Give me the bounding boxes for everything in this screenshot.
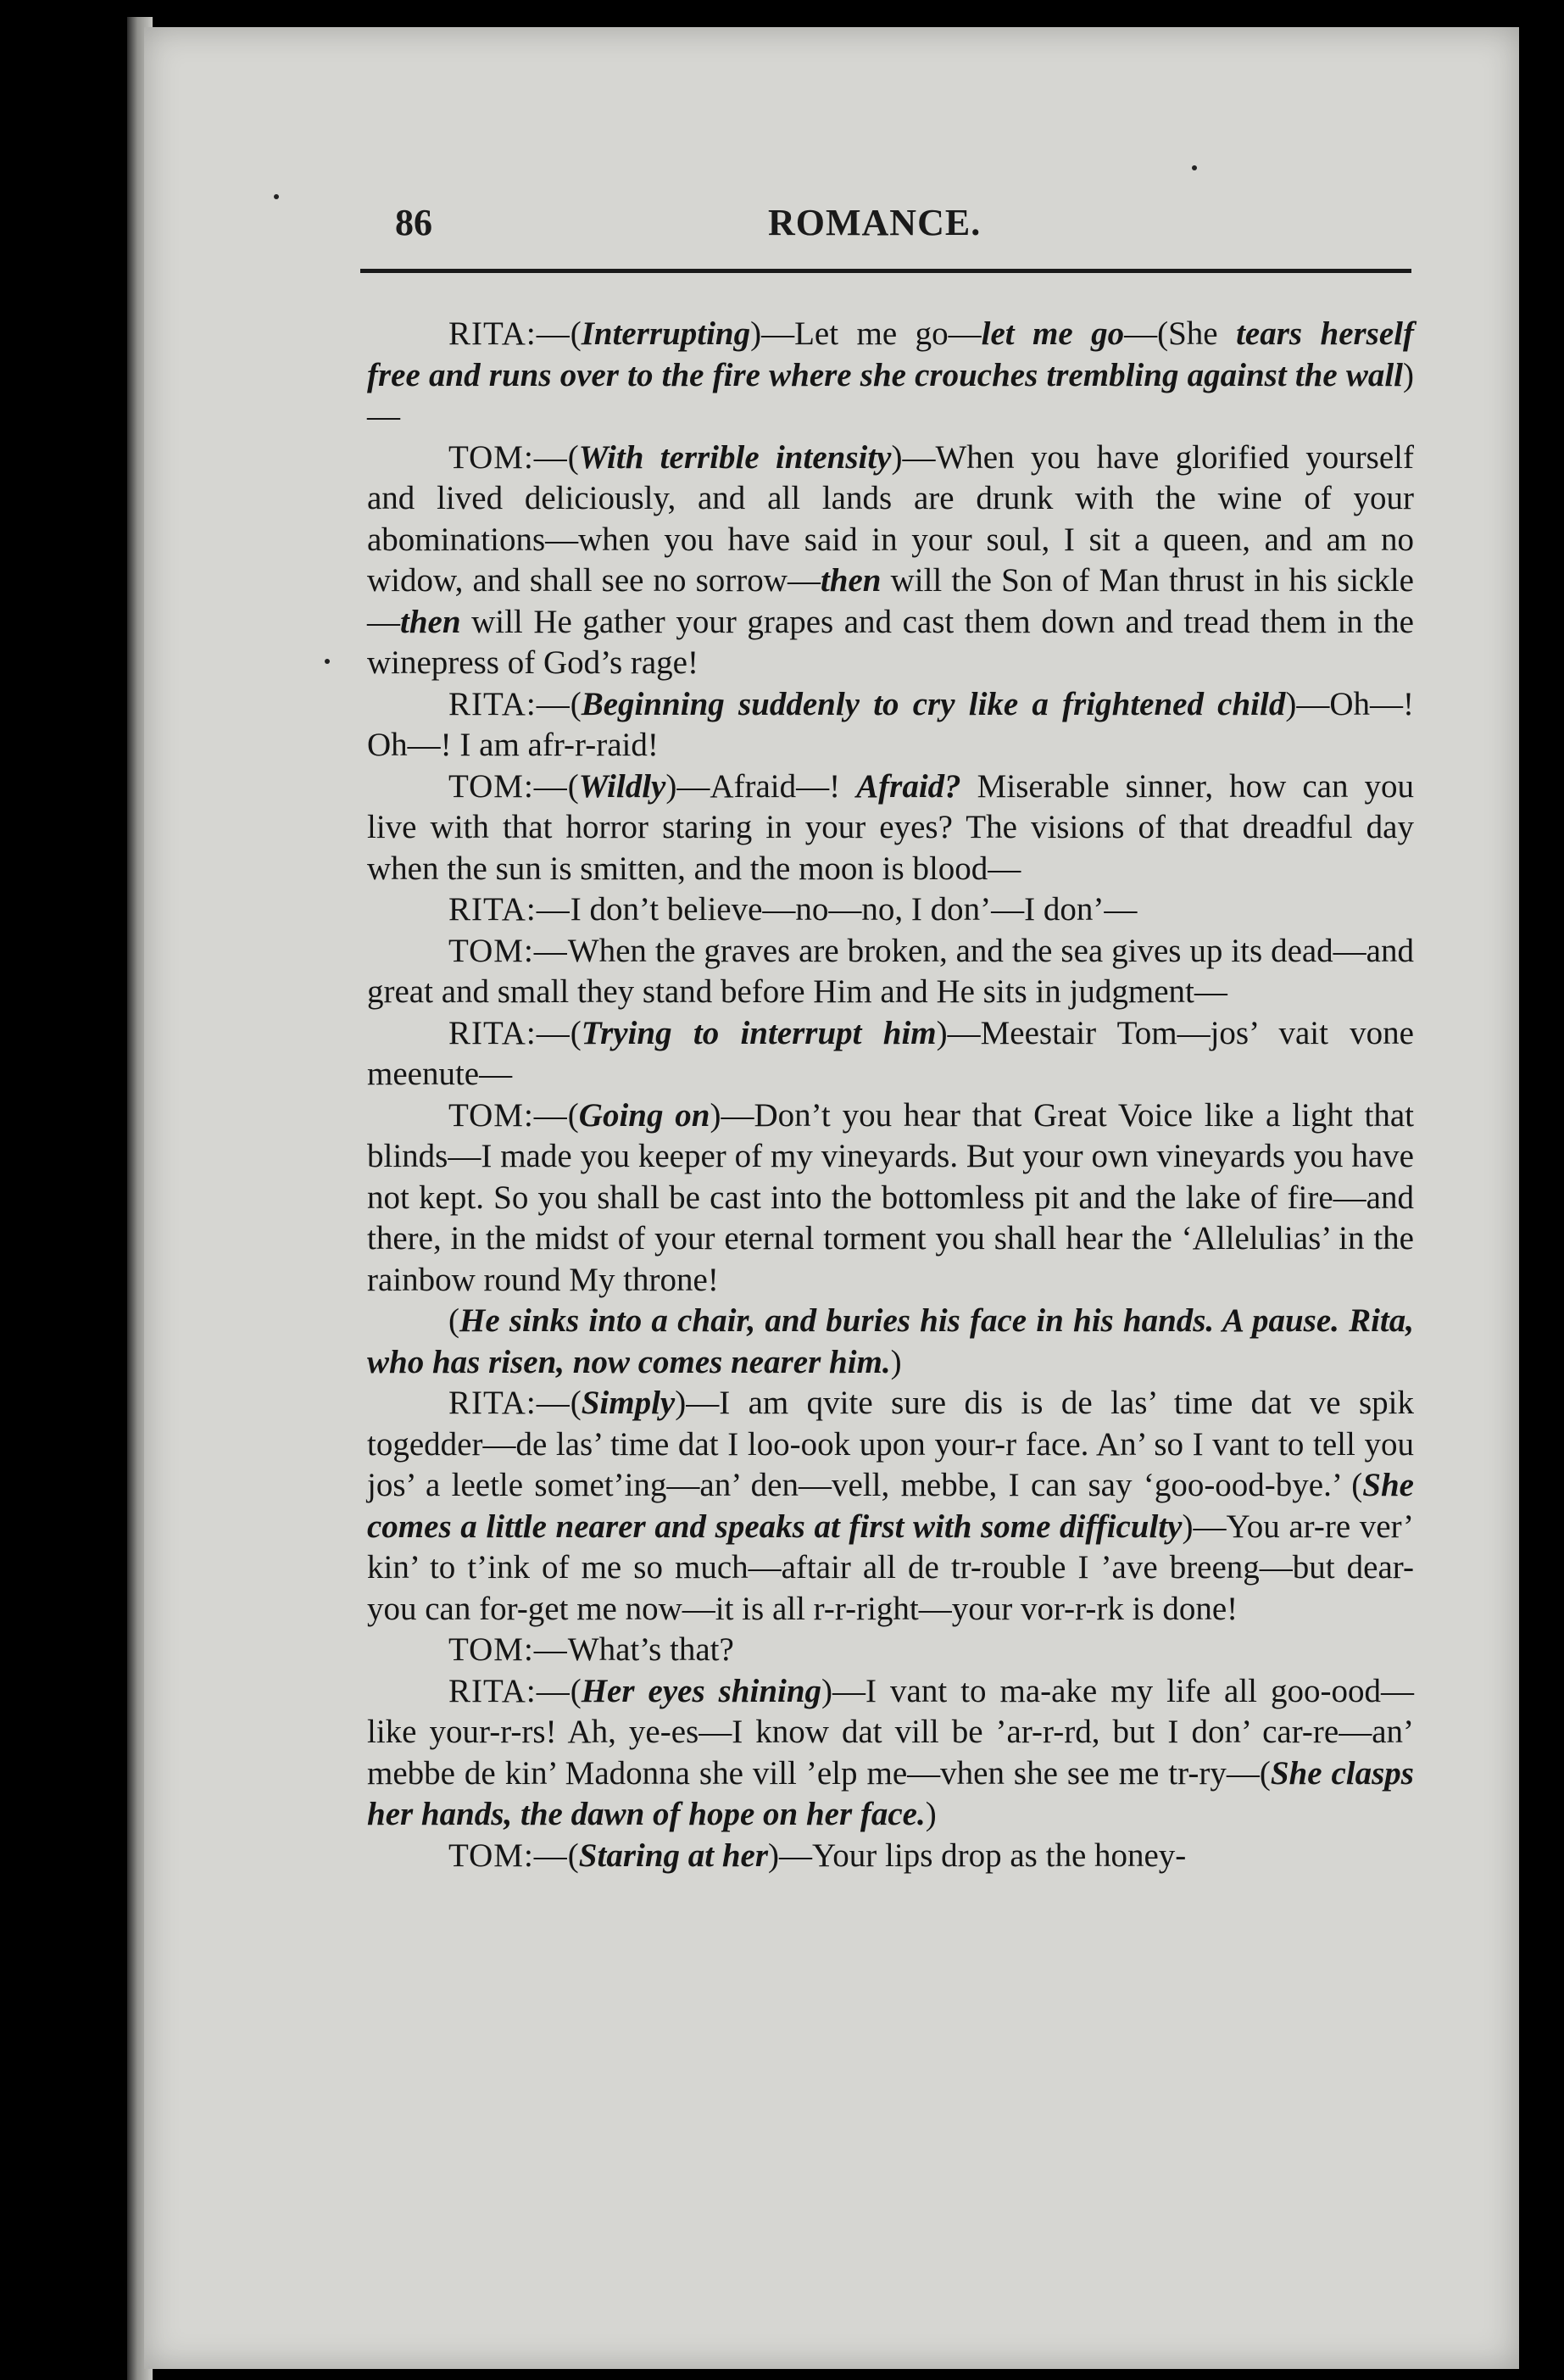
speaker-name: TOM:— bbox=[448, 932, 568, 969]
dialogue-text: )—Don’t you hear that Great Voice like a light that blinds—I made you keeper of my vineyards. But your own vineyards you have not kept. So you shall be cast into the bottomless pit and the lake of fire—and there, in the midst of your eternal torment you shall hear the ‘Allelulias’ in the rainbow round My throne! bbox=[367, 1096, 1414, 1298]
stage-direction: Staring at her bbox=[578, 1837, 769, 1874]
dialogue-text: will He gather your grapes and cast them down and tread them in the winepress of God’s rage! bbox=[367, 603, 1414, 681]
stage-direction: Trying to interrupt him bbox=[581, 1014, 937, 1051]
stage-direction: then bbox=[820, 562, 882, 599]
dialogue-text: )—I vant to ma-ake my life all goo-ood—like your-r-rs! Ah, ye-es—I know dat vill be ’ar-r-rd, but I don’ car-re—an’ mebbe de kin’ Madonna she vill ’elp me—vhen she see me tr-ry—( bbox=[367, 1672, 1414, 1792]
header-rule bbox=[360, 269, 1411, 273]
dialogue-paragraph bbox=[367, 1630, 1414, 1671]
page-number: 86 bbox=[395, 202, 432, 243]
dialogue-paragraph bbox=[367, 1671, 1414, 1836]
print-speck bbox=[1192, 165, 1197, 170]
play-text bbox=[367, 314, 1414, 1876]
running-head: ROMANCE. bbox=[768, 202, 982, 243]
speaker-name: RITA:— bbox=[448, 1014, 570, 1051]
stage-direction: Interrupting bbox=[581, 315, 751, 352]
speaker-name: RITA:— bbox=[448, 315, 570, 352]
dialogue-text: ( bbox=[567, 438, 579, 476]
stage-direction: With terrible intensity bbox=[578, 438, 892, 476]
dialogue-paragraph bbox=[367, 1095, 1414, 1301]
dialogue-text: will the Son of Man thrust in his sickle— bbox=[367, 562, 1414, 640]
dialogue-paragraph bbox=[367, 684, 1414, 766]
speaker-name: TOM:— bbox=[448, 767, 568, 805]
speaker-name: RITA:— bbox=[448, 685, 570, 722]
stage-direction: Beginning suddenly to cry like a frightened child bbox=[581, 685, 1286, 722]
speaker-name: RITA:— bbox=[448, 1385, 570, 1421]
dialogue-paragraph bbox=[367, 931, 1414, 1013]
stage-direction: tears herself free and runs over to the fire where she crouches trembling against the wall bbox=[367, 315, 1414, 393]
speaker-name: RITA:— bbox=[448, 1672, 570, 1709]
stage-direction: He sinks into a chair, and buries his face in his hands. A pause. Rita, who has risen, now comes nearer him. bbox=[367, 1302, 1414, 1380]
stage-direction: Going on bbox=[578, 1096, 710, 1134]
stage-direction: Her eyes shining bbox=[581, 1672, 822, 1709]
dialogue-paragraph bbox=[367, 1383, 1414, 1630]
dialogue-text: )—Your lips drop as the honey- bbox=[768, 1837, 1187, 1874]
print-speck bbox=[274, 194, 279, 199]
speaker-name: TOM:— bbox=[448, 438, 568, 476]
dialogue-text: ( bbox=[570, 1385, 582, 1421]
dialogue-text: ( bbox=[567, 767, 579, 805]
dialogue-text: ( bbox=[448, 1302, 459, 1339]
dialogue-paragraph bbox=[367, 766, 1414, 890]
dialogue-text: )—Meestair Tom—jos’ vait vone meenute— bbox=[367, 1014, 1414, 1092]
page-header bbox=[395, 201, 1414, 260]
dialogue-paragraph bbox=[367, 1301, 1414, 1383]
speaker-name: TOM:— bbox=[448, 1631, 568, 1668]
dialogue-text: ) bbox=[925, 1796, 937, 1832]
dialogue-text: Miserable sinner, how can you live with that horror staring in your eyes? The visions of that dreadful day when the sun is smitten, and the moon is blood— bbox=[367, 767, 1414, 887]
dialogue-text: ( bbox=[570, 315, 582, 352]
dialogue-text: ( bbox=[567, 1096, 579, 1134]
stage-direction: She comes a little nearer and speaks at first with some difficulty bbox=[367, 1467, 1414, 1545]
dialogue-paragraph bbox=[367, 1836, 1414, 1877]
stage-direction: Wildly bbox=[578, 767, 666, 805]
stage-direction: She clasps her hands, the dawn of hope on her face. bbox=[367, 1754, 1414, 1832]
dialogue-text: )—I am qvite sure dis is de las’ time dat ve spik togedder—de las’ time dat I loo-ook upon your-r face. An’ so I vant to tell you jos’ a leetle somet’ing—an’ den—vell, mebbe, I can say ‘goo-ood-bye.’ ( bbox=[367, 1385, 1414, 1503]
dialogue-text: )—Afraid—! bbox=[665, 767, 857, 805]
speaker-name: TOM:— bbox=[448, 1096, 568, 1134]
dialogue-paragraph bbox=[367, 1013, 1414, 1095]
dialogue-text: )—When you have glorified yourself and lived deliciously, and all lands are drunk with the wine of your abominations—when you have said in your soul, I sit a queen, and am no widow, and shall see no sorrow— bbox=[367, 438, 1414, 599]
dialogue-paragraph bbox=[367, 314, 1414, 438]
dialogue-text: ( bbox=[570, 1014, 582, 1051]
dialogue-text: ( bbox=[570, 685, 582, 722]
dialogue-text: ( bbox=[567, 1837, 579, 1874]
print-speck bbox=[325, 659, 330, 664]
stage-direction: let me go bbox=[981, 315, 1125, 352]
speaker-name: RITA:— bbox=[448, 891, 570, 928]
stage-direction: Afraid? bbox=[856, 767, 961, 805]
dialogue-text: —(She bbox=[1124, 315, 1237, 352]
dialogue-paragraph bbox=[367, 889, 1414, 931]
stage-direction: then bbox=[400, 603, 461, 640]
dialogue-text: ( bbox=[570, 1672, 582, 1709]
speaker-name: TOM:— bbox=[448, 1837, 568, 1874]
dialogue-text: ) bbox=[890, 1343, 902, 1380]
dialogue-text: I don’t believe—no—no, I don’—I don’— bbox=[570, 891, 1138, 928]
dialogue-paragraph bbox=[367, 438, 1414, 684]
dialogue-text: What’s that? bbox=[567, 1631, 734, 1668]
dialogue-text: )— bbox=[367, 356, 1414, 434]
dialogue-text: )—You ar-re ver’ kin’ to t’ink of me so much—aftair all de tr-rouble I ’ave breeng—but dear- you can for-get me now—it is all r-r-right—your vor-r-rk is done! bbox=[367, 1508, 1415, 1627]
dialogue-text: When the graves are broken, and the sea gives up its dead—and great and small they stand before Him and He sits in judgment— bbox=[367, 932, 1414, 1010]
stage-direction: Simply bbox=[581, 1385, 676, 1421]
dialogue-text: )—Oh—! Oh—! I am afr-r-raid! bbox=[367, 685, 1414, 763]
dialogue-text: )—Let me go— bbox=[750, 315, 982, 352]
